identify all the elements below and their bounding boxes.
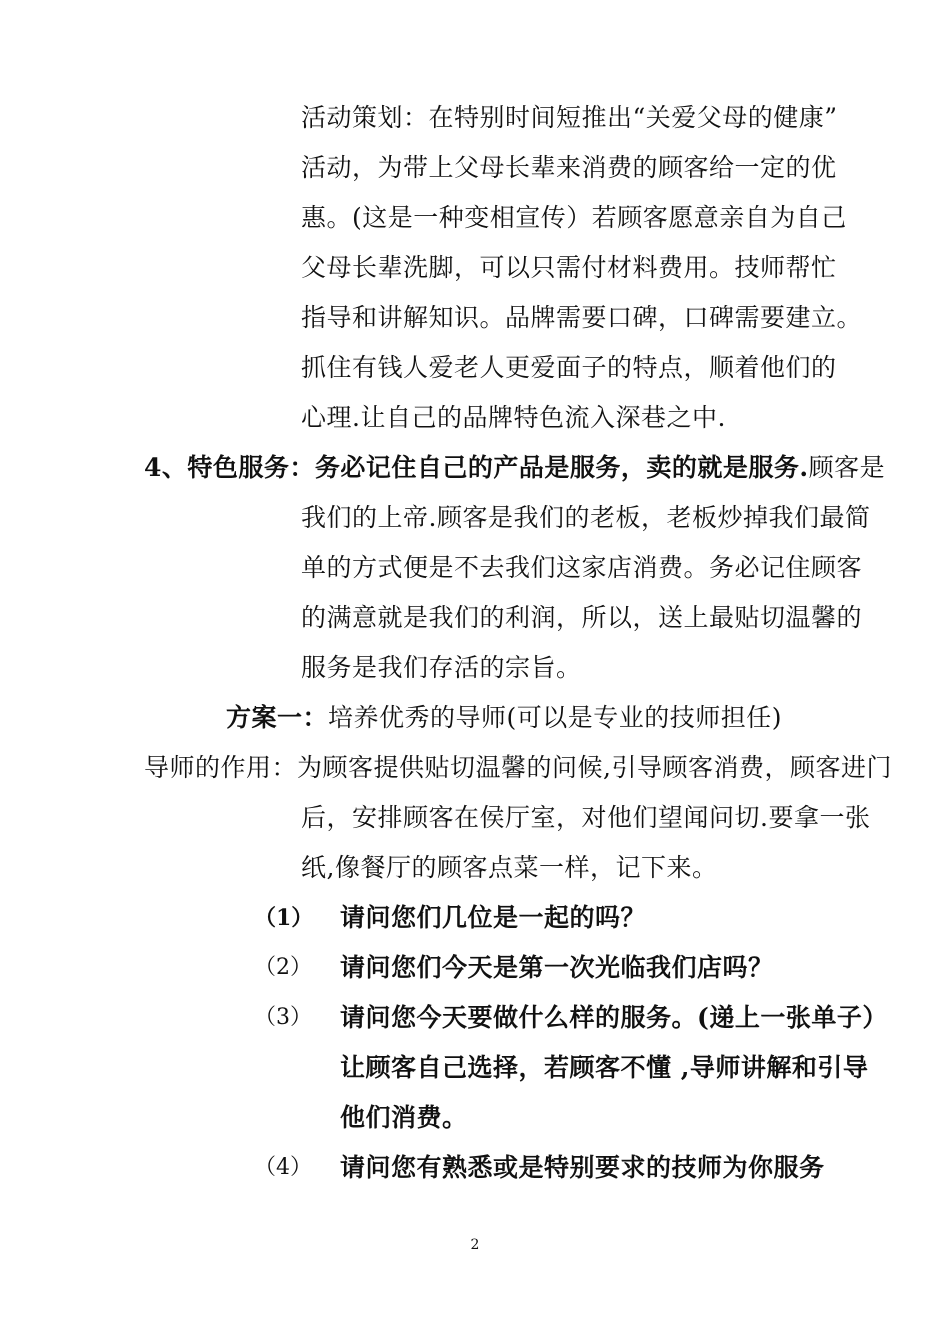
activity-line-3: 惠。(这是一种变相宣传）若顾客愿意亲自为自己 (301, 203, 847, 232)
question-1-number: （1） (254, 905, 314, 931)
activity-line-2: 活动，为带上父母长辈来消费的顾客给一定的优 (301, 153, 837, 182)
page-number: 2 (470, 1237, 480, 1253)
plan-one-label: 方案一： (226, 703, 329, 732)
question-1-text: 请问您们几位是一起的吗？ (340, 903, 647, 932)
mentor-line-1: 导师的作用：为顾客提供贴切温馨的问候,引导顾客消费，顾客进门 (144, 753, 892, 782)
special-service-heading-line (144, 452, 885, 484)
question-2-text: 请问您们今天是第一次光临我们店吗？ (340, 953, 774, 982)
question-3-text-line-2: 让顾客自己选择，若顾客不懂 ,导师讲解和引导 (340, 1053, 869, 1082)
special-line-5: 服务是我们存活的宗旨。 (301, 653, 582, 682)
special-line-4: 的满意就是我们的利润，所以，送上最贴切温馨的 (301, 603, 863, 632)
mentor-line-3: 纸,像餐厅的顾客点菜一样，记下来。 (301, 853, 718, 882)
activity-line-6: 抓住有钱人爱老人更爱面子的特点，顺着他们的 (301, 353, 837, 382)
activity-line-1: 活动策划：在特别时间短推出“关爱父母的健康” (301, 103, 838, 132)
question-3-number: （3） (254, 1005, 312, 1030)
plan-one-line (226, 702, 782, 734)
question-4-text: 请问您有熟悉或是特别要求的技师为你服务 (340, 1153, 825, 1182)
mentor-line-2: 后，安排顾客在侯厅室，对他们望闻问切.要拿一张 (301, 803, 871, 832)
question-2-number: （2） (254, 955, 312, 980)
question-3-text-line-3: 他们消费。 (340, 1103, 468, 1132)
activity-line-4: 父母长辈洗脚，可以只需付材料费用。技师帮忙 (301, 253, 837, 282)
plan-one-text: 培养优秀的导师(可以是专业的技师担任) (328, 703, 783, 732)
special-line-2: 我们的上帝.顾客是我们的老板，老板炒掉我们最简 (301, 503, 871, 532)
special-line-3: 单的方式便是不去我们这家店消费。务必记住顾客 (301, 553, 863, 582)
question-4-number: （4） (254, 1155, 312, 1180)
special-service-key-statement: 务必记住自己的产品是服务，卖的就是服务. (314, 453, 809, 482)
activity-line-7: 心理.让自己的品牌特色流入深巷之中. (301, 403, 726, 432)
activity-line-5: 指导和讲解知识。品牌需要口碑，口碑需要建立。 (301, 303, 863, 332)
special-service-heading: 4、特色服务： (144, 453, 315, 482)
special-service-first-line-rest: 顾客是 (808, 453, 886, 482)
question-3-text-line-1: 请问您今天要做什么样的服务。(递上一张单子） (340, 1003, 888, 1032)
